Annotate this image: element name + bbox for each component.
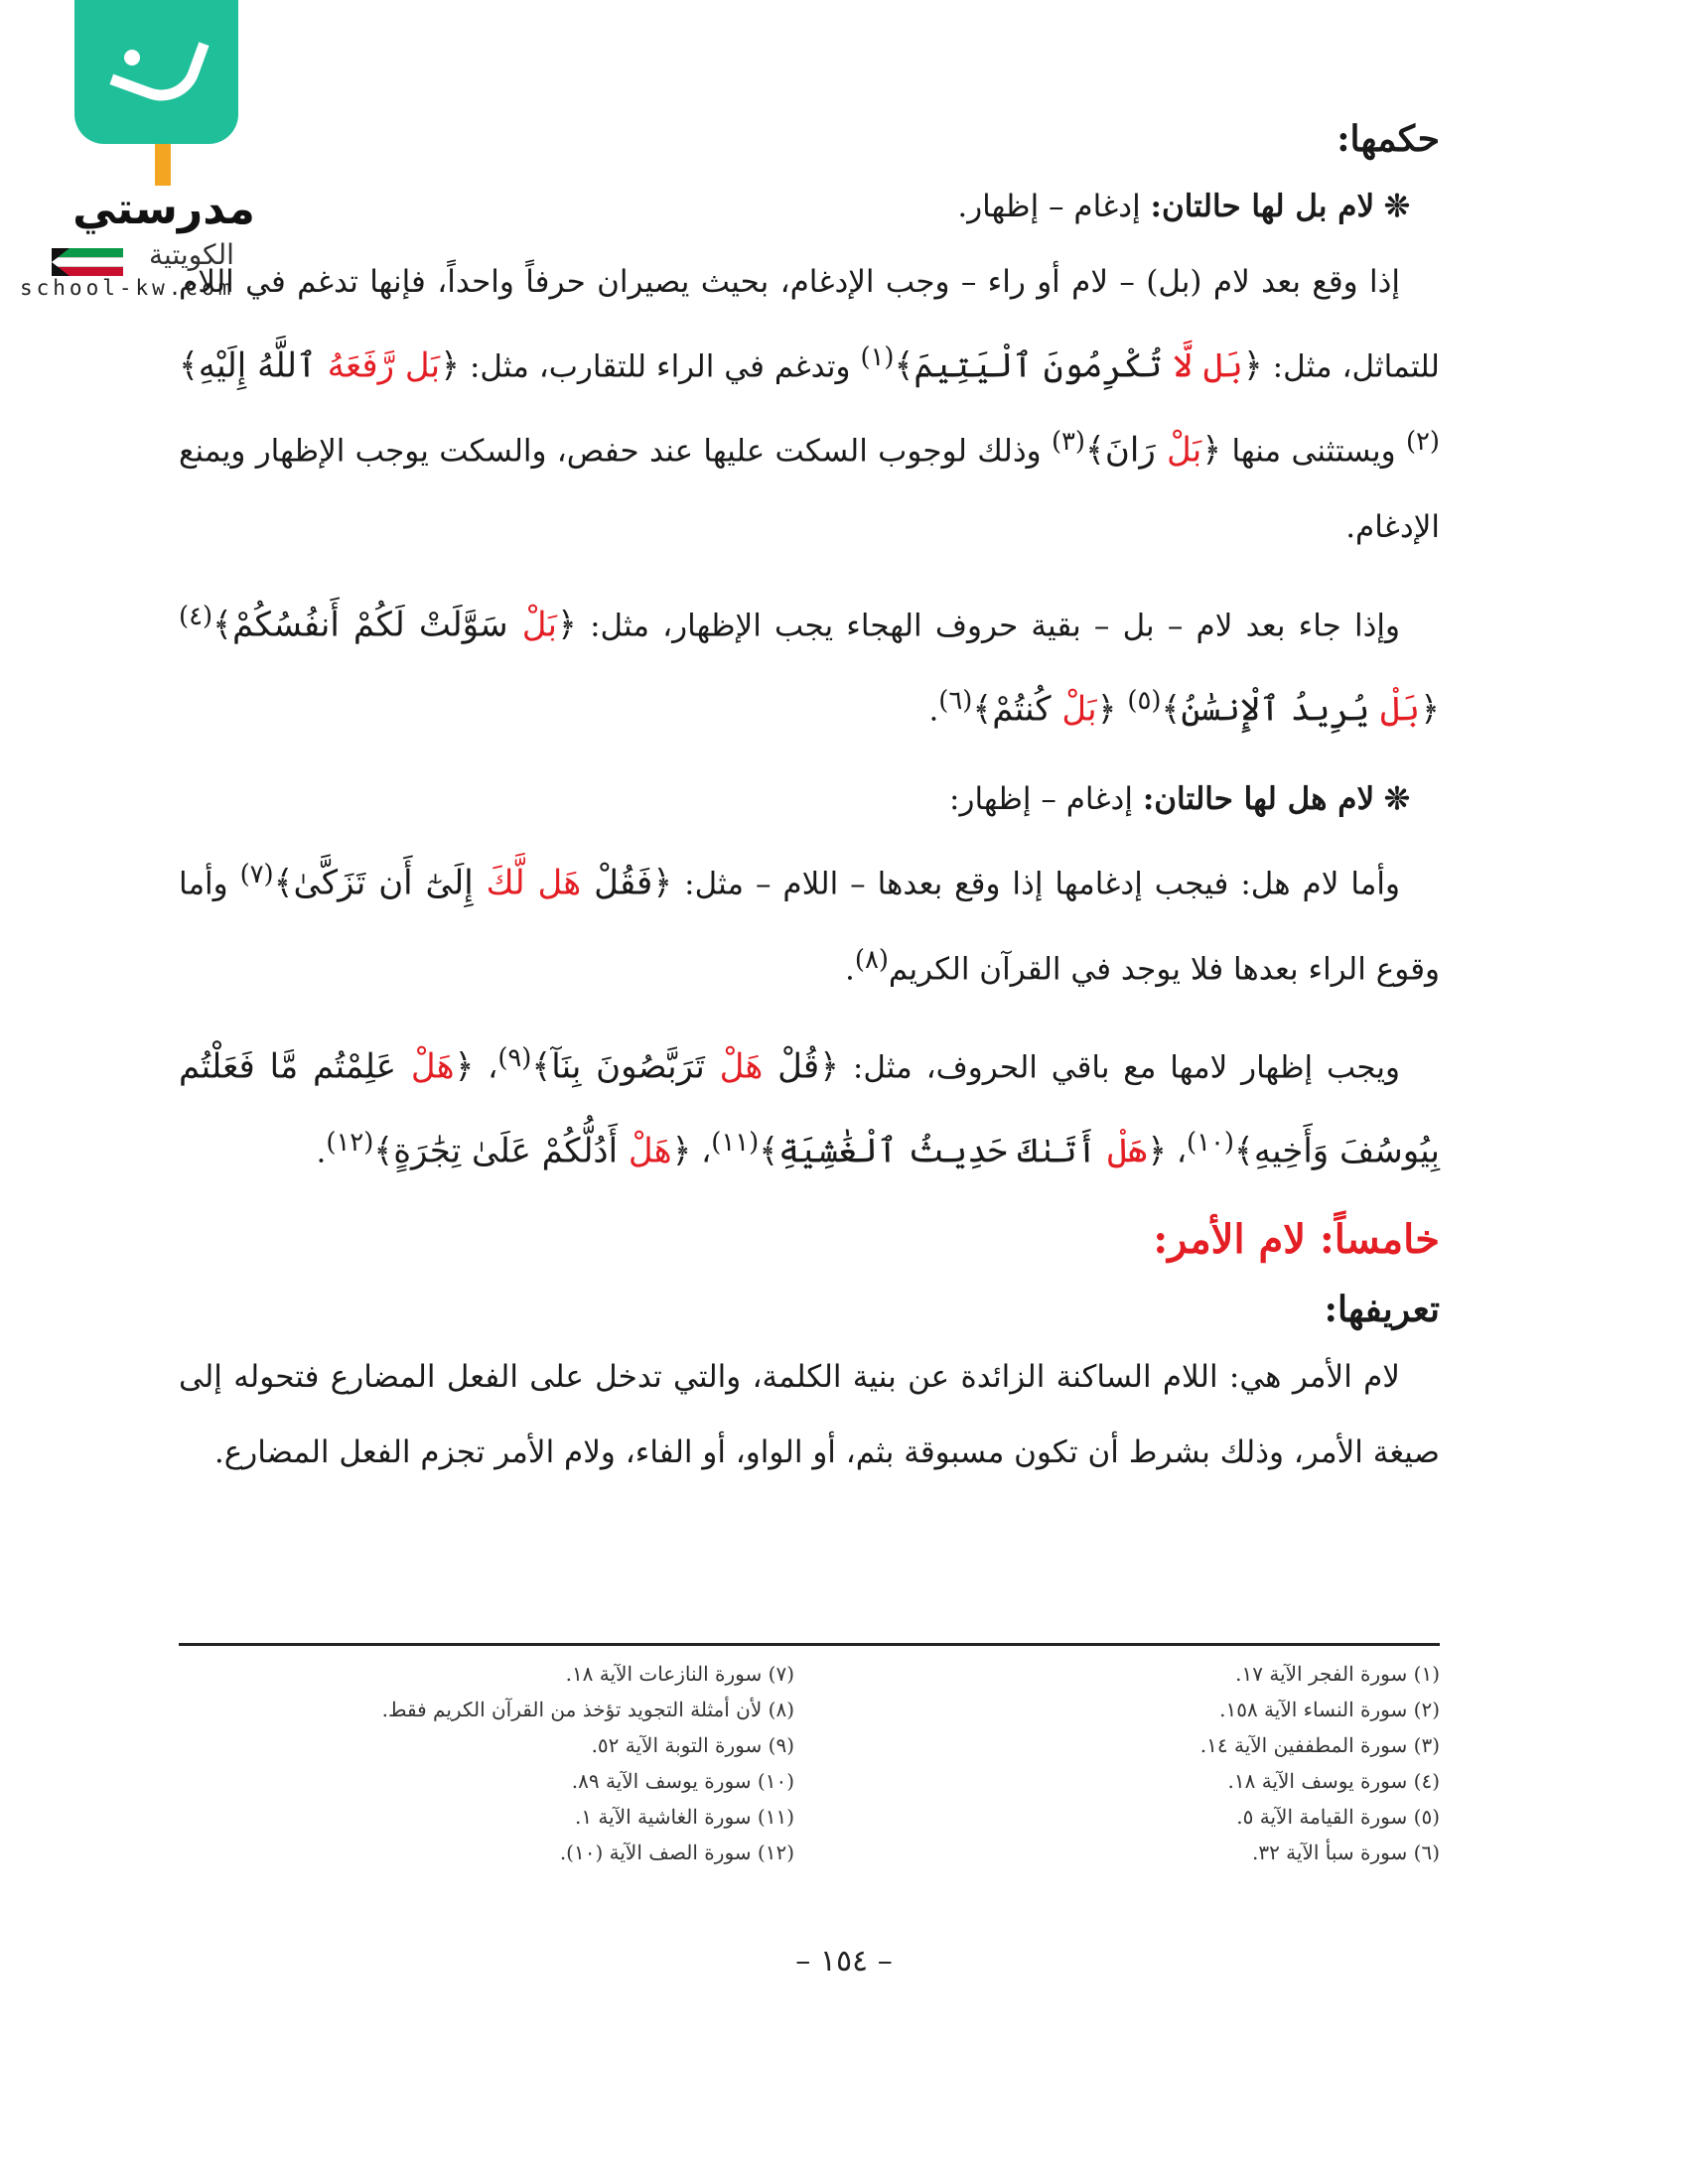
footnote-ref: (١٠)	[1187, 1128, 1234, 1159]
quran-example	[894, 345, 1262, 385]
text-span: وإذا جاء بعد لام – بل – بقية حروف الهجاء يجب الإظهار، مثل:	[576, 607, 1401, 643]
quran-highlight: هَلْ	[628, 1131, 672, 1171]
quran-text: رَانَ	[1104, 430, 1168, 471]
text-span: وتدغم في الراء للتقارب، مثل:	[460, 348, 861, 385]
footnote-divider	[179, 1643, 1440, 1646]
quran-highlight: هَلْ	[410, 1046, 455, 1087]
text-span: وذلك لوجوب السكت عليها عند حفص، والسكت يوجب الإظهار ويمنع الإدغام.	[179, 433, 1440, 545]
hal-bullet-text: إدغام – إظهار:	[949, 781, 1133, 818]
footnote-item: (٩) سورة التوبة الآية ٥٢.	[591, 1733, 794, 1757]
section-title: خامساً: لام الأمر:	[1153, 1215, 1440, 1263]
footnote-item: (٨) لأن أمثلة التجويد تؤخذ من القرآن الكريم فقط.	[381, 1698, 794, 1721]
footnote-ref: (٧)	[239, 860, 274, 890]
footnote-ref: (٣)	[1051, 427, 1085, 458]
heading-ruling: حكمها:	[1336, 118, 1440, 160]
logo-domain: school-kw.com	[20, 276, 235, 300]
footnotes-right-column	[844, 1656, 1440, 1870]
hal-paragraph-1	[179, 837, 1440, 1007]
footnote-item: (٢) سورة النساء الآية ١٥٨.	[1219, 1698, 1440, 1721]
heading-definition: تعريفها:	[1324, 1288, 1440, 1330]
bracket: ﴾	[273, 863, 294, 903]
bal-paragraph-1	[179, 244, 1440, 565]
footnote-ref: (٢)	[1405, 427, 1440, 458]
quran-example	[1085, 431, 1221, 471]
quran-text: فَقُلْ	[581, 863, 653, 903]
page-body	[179, 109, 1440, 1490]
bracket: ﴿	[652, 863, 673, 903]
footnote-item: (٧) سورة النازعات الآية ١٨.	[565, 1662, 794, 1686]
quran-text: تَرَبَّصُونَ بِنَآ	[551, 1046, 720, 1087]
hal-bullet	[179, 761, 1440, 837]
bracket: ﴾	[373, 1131, 394, 1171]
text-span: وأما لام هل: فيجب إدغامها إذا وقع بعدها – اللام – مثل:	[672, 866, 1400, 902]
bracket: ﴾	[1161, 689, 1182, 730]
quran-example	[759, 1132, 1167, 1171]
quran-text: تُكْرِمُونَ ٱلْيَتِيمَ	[914, 345, 1174, 386]
quran-text: عَلِمْتُم مَّا فَعَلْتُم بِيُوسُفَ وَأَخِيهِ	[179, 1046, 1440, 1171]
bracket: ﴿	[1147, 1131, 1168, 1171]
bal-bullet-text: إدغام – إظهار.	[957, 189, 1141, 224]
text-span: ،	[474, 1049, 498, 1086]
text-span: .	[845, 950, 855, 987]
quran-highlight: بَلْ	[1380, 689, 1421, 730]
quran-example	[972, 689, 1127, 729]
footnote-ref: (٥)	[1127, 685, 1162, 716]
bal-bullet	[179, 169, 1440, 244]
bracket: ﴿	[1096, 689, 1128, 730]
footnote-item: (١) سورة الفجر الآية ١٧.	[1235, 1662, 1440, 1686]
bracket: ﴾	[894, 345, 914, 386]
text-span: ،	[1167, 1134, 1188, 1170]
quran-example	[179, 345, 460, 385]
bal-paragraph-2	[179, 579, 1440, 749]
quran-highlight: هَلْ	[1107, 1131, 1148, 1171]
footnote-item: (٥) سورة القيامة الآية ٥.	[1236, 1805, 1440, 1829]
quran-highlight: بَلْ	[1167, 430, 1202, 471]
definition-paragraph: لام الأمر هي: اللام الساكنة الزائدة عن بنية الكلمة، والتي تدخل على الفعل المضارع فتحوله إلى صيغة الأمر، وذلك بشرط أن تكون مسبوقة بثم، أو الواو، أو الفاء، ولام الأمر تجزم الفعل المضارع.	[179, 1358, 1440, 1470]
quran-highlight: بَلْ	[521, 604, 557, 644]
quran-example	[531, 1046, 839, 1086]
text-span: ،	[691, 1134, 712, 1170]
quran-text: كُنتُمْ	[992, 689, 1062, 730]
footnote-item: (٣) سورة المطففين الآية ١٤.	[1199, 1733, 1440, 1757]
kuwait-flag-icon	[52, 248, 123, 276]
footnote-ref: (١١)	[711, 1128, 760, 1159]
hal-paragraph-2	[179, 1021, 1440, 1190]
bal-bullet-label: لام بل لها حالتان:	[1150, 189, 1375, 224]
footnote-item: (١١) سورة الغاشية الآية ١.	[574, 1805, 794, 1829]
quran-text: ٱللَّهُ إِلَيْهِ	[198, 345, 328, 386]
text-span: ويستثنى منها	[1221, 433, 1406, 470]
quran-text: قُلْ	[763, 1046, 820, 1087]
text-span: .	[928, 692, 939, 729]
bracket: ﴾	[212, 604, 232, 644]
quran-highlight: بَل لَّا	[1173, 345, 1243, 386]
text-span: وأما وقوع الراء بعدها فلا يوجد في القرآن الكريم	[179, 866, 1440, 987]
quran-example	[212, 605, 577, 644]
quran-highlight: بَل رَّفَعَهُ	[327, 345, 441, 386]
footnote-item: (٦) سورة سبأ الآية ٣٢.	[1251, 1841, 1440, 1864]
logo-smile	[109, 18, 209, 111]
logo-bookmark-tab	[155, 144, 171, 186]
quran-text: أَتَىٰكَ حَدِيثُ ٱلْغَٰشِيَةِ	[778, 1131, 1108, 1171]
quran-highlight: بَلْ	[1061, 689, 1097, 730]
footnotes-left-column	[199, 1656, 794, 1870]
quran-example	[373, 1132, 691, 1171]
footnote-ref: (٦)	[938, 685, 973, 716]
quran-text: سَوَّلَتْ لَكُمْ أَنفُسُكُمْ	[231, 604, 522, 644]
bracket: ﴿	[454, 1046, 475, 1087]
bracket: ﴾	[1233, 1131, 1254, 1171]
bracket: ﴿	[440, 345, 461, 386]
footnote-item: (٤) سورة يوسف الآية ١٨.	[1227, 1769, 1440, 1793]
footnote-ref: (٨)	[854, 944, 889, 975]
quran-example	[1161, 689, 1440, 729]
bullet-star-icon: ❊	[1384, 189, 1410, 224]
footnote-ref: (١٢)	[326, 1128, 374, 1159]
logo-title: مدرستي	[72, 184, 255, 234]
text-span: ويجب إظهار لامها مع باقي الحروف، مثل:	[839, 1049, 1400, 1086]
bracket: ﴿	[1201, 430, 1222, 471]
bracket: ﴾	[179, 345, 199, 386]
bracket: ﴿	[1242, 345, 1263, 386]
footnote-item: (١٢) سورة الصف الآية (١٠).	[559, 1841, 794, 1864]
quran-text: إِلَىٰٓ أَن تَزَكَّىٰ	[293, 863, 487, 903]
text-span: إذا وقع بعد لام (بل) – لام أو راء – وجب الإدغام، بحيث يصيران حرفاً واحداً، فإنها تدغم في اللام للتماثل، مثل:	[179, 264, 1441, 385]
quran-highlight: هَل لَّكَ	[486, 863, 582, 903]
quran-example	[274, 864, 673, 903]
quran-text: يُرِيدُ ٱلْإِنسَٰنُ	[1181, 689, 1381, 730]
page-number: – ١٥٤ –	[795, 1944, 893, 1979]
bracket: ﴾	[972, 689, 993, 730]
bracket: ﴾	[759, 1131, 779, 1171]
footnote-item: (١٠) سورة يوسف الآية ٨٩.	[571, 1769, 794, 1793]
logo-subtitle: الكويتية	[149, 238, 234, 271]
quran-text: أَدُلُّكُمْ عَلَىٰ تِجَٰرَةٍ	[393, 1131, 629, 1171]
footnote-ref: (٩)	[497, 1042, 532, 1073]
hal-bullet-label: لام هل لها حالتان:	[1142, 781, 1375, 818]
footnote-ref: (٤)	[179, 601, 213, 631]
bullet-star-icon: ❊	[1384, 781, 1410, 818]
bracket: ﴾	[531, 1046, 552, 1087]
text-span: .	[316, 1134, 327, 1170]
bracket: ﴿	[819, 1046, 840, 1087]
bracket: ﴿	[557, 604, 577, 644]
footnote-ref: (١)	[860, 342, 895, 372]
bracket: ﴾	[1084, 430, 1105, 471]
quran-highlight: هَلْ	[719, 1046, 764, 1087]
bracket: ﴿	[1420, 689, 1440, 730]
bracket: ﴿	[671, 1131, 692, 1171]
